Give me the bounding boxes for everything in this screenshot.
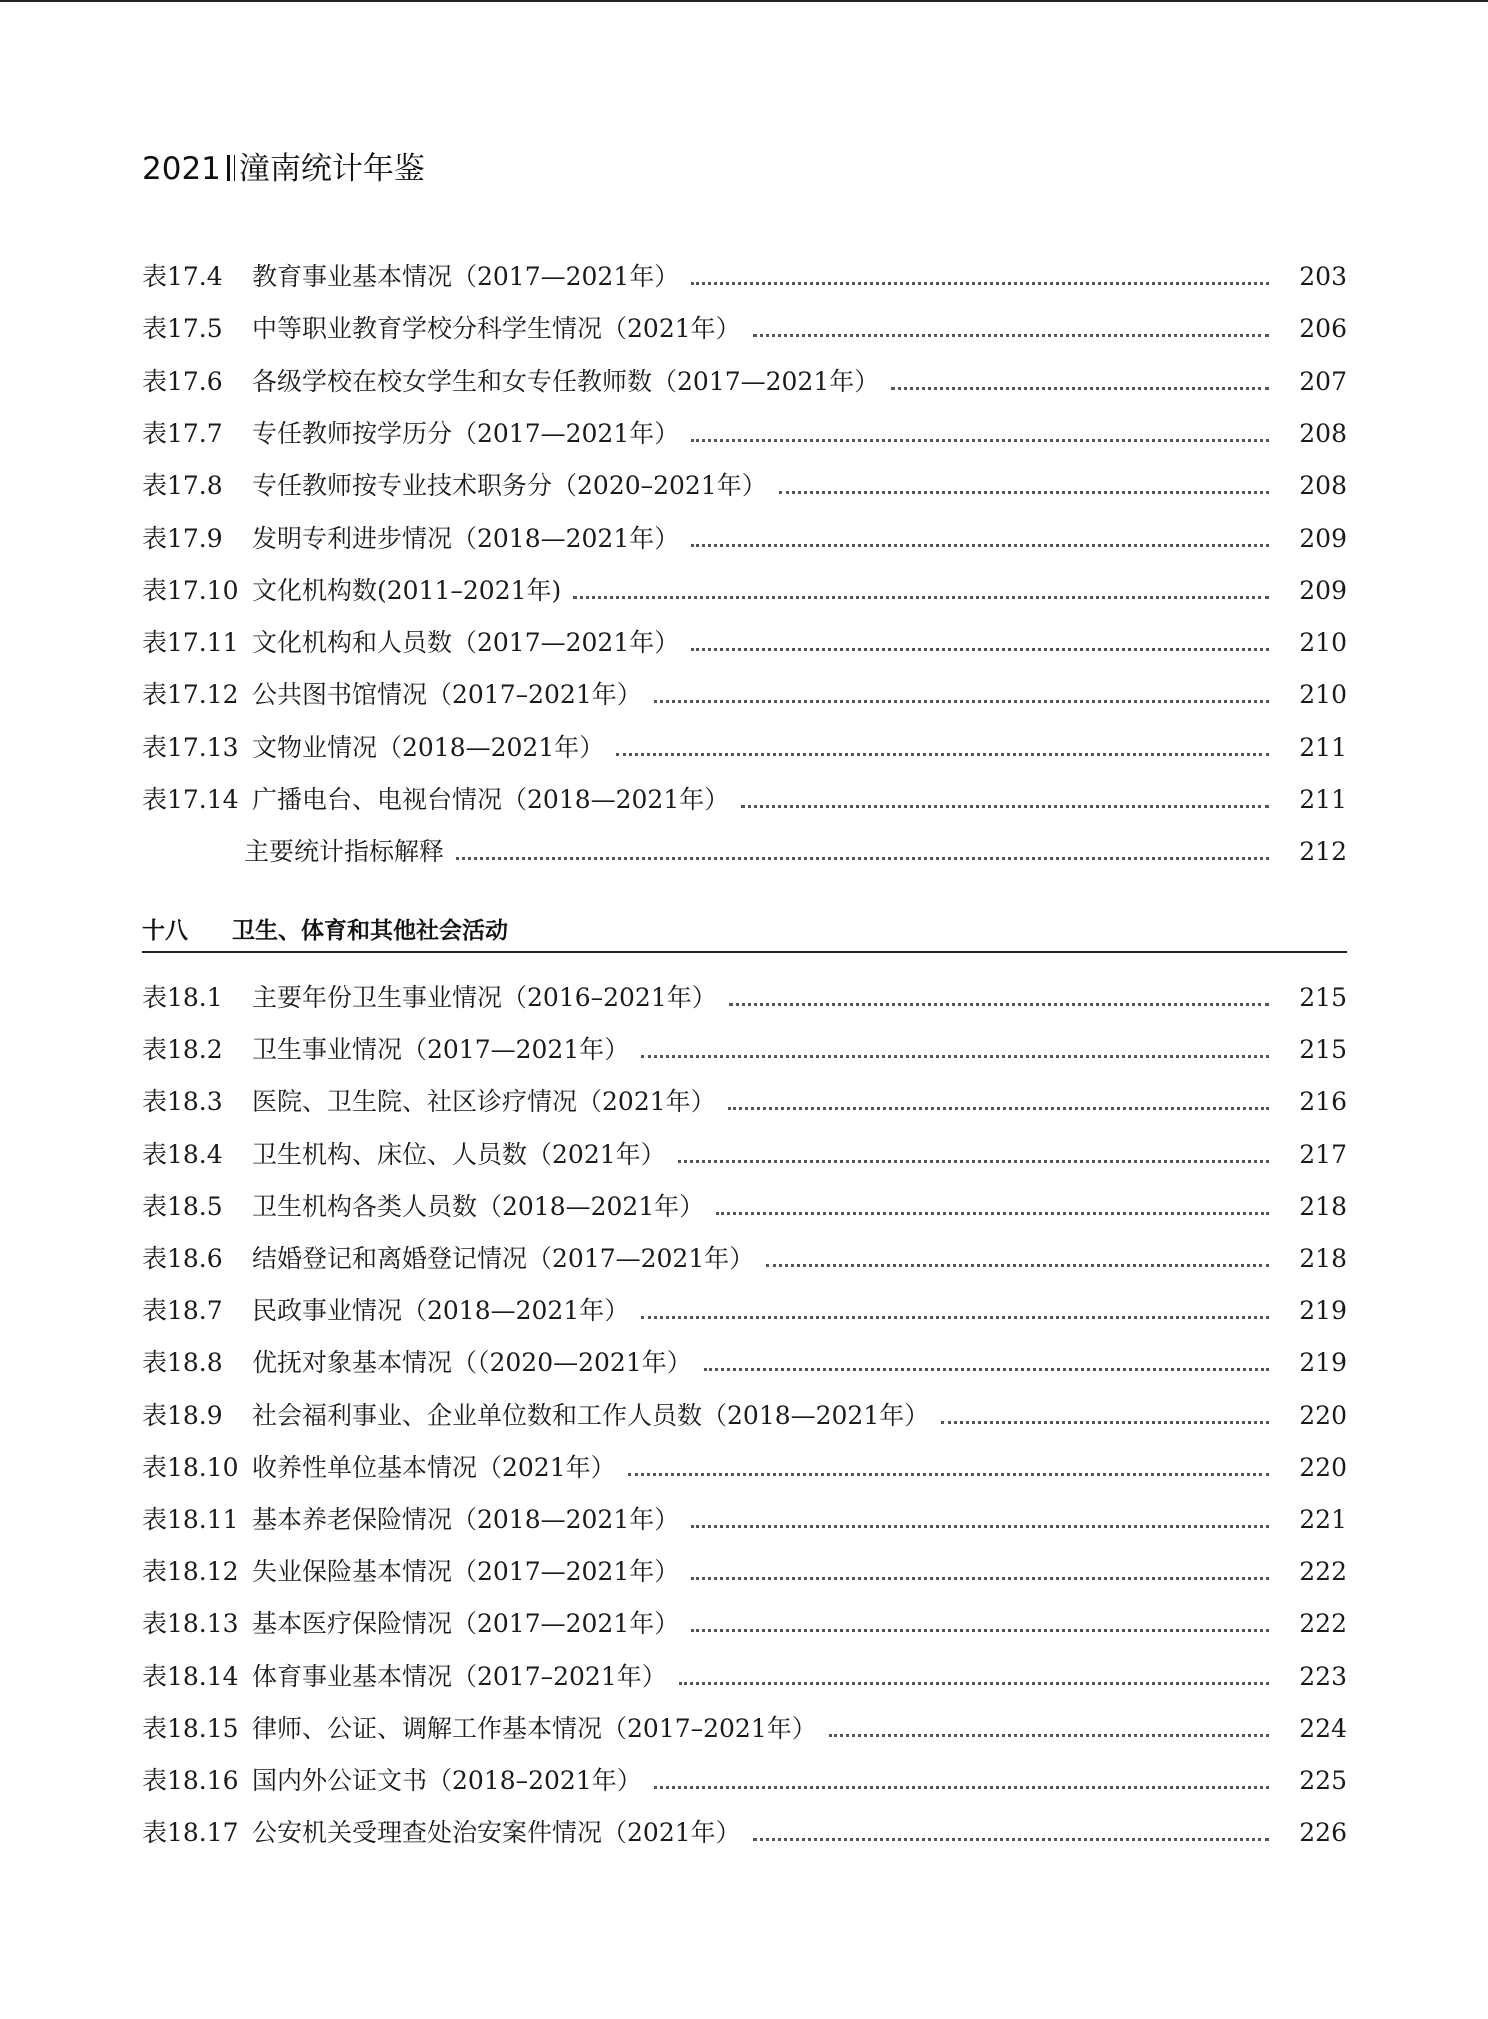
toc-entry[interactable] [142,1708,1347,1744]
toc-table-number: 表18.3 [142,1087,223,1117]
toc-page-number: 221 [1299,1505,1347,1534]
toc-entry[interactable] [142,831,1347,867]
toc-entry[interactable] [142,308,1347,344]
toc-table-number: 表18.2 [142,1035,223,1065]
toc-table-number: 表17.14 [142,785,239,814]
toc-page-number: 223 [1299,1661,1347,1691]
toc-page-number: 207 [1299,366,1347,396]
header-separator-thin [234,155,235,181]
toc-entry-title: 各级学校在校女学生和女专任教师数（2017—2021年） [252,366,880,396]
toc-table-number: 表18.6 [142,1244,223,1273]
toc-page-number: 215 [1299,983,1347,1012]
dot-leader [456,857,1269,860]
toc-table-number: 表18.7 [142,1296,223,1326]
toc-entry-title: 卫生机构、床位、人员数（2021年） [252,1139,666,1169]
toc-page-number: 224 [1299,1713,1347,1743]
toc-page-number: 211 [1299,732,1347,762]
dot-leader [691,1525,1269,1528]
toc-page-number: 226 [1299,1818,1347,1848]
dot-leader [628,1473,1269,1476]
toc-page-number: 212 [1299,837,1347,867]
dot-leader [691,439,1269,442]
toc-entry-title: 卫生机构各类人员数（2018—2021年） [252,1191,705,1221]
toc-entry[interactable] [142,1134,1347,1170]
header-year: 2021 [142,151,221,187]
toc-page-number: 209 [1299,575,1347,605]
toc-page-number: 206 [1299,314,1347,344]
dot-leader [829,1734,1269,1737]
dot-leader [654,1786,1269,1789]
toc-entry[interactable] [142,1081,1347,1117]
dot-leader [691,648,1269,651]
dot-leader [691,1629,1269,1632]
section-divider-line [142,951,1347,953]
toc-page-number: 208 [1299,471,1347,501]
toc-table-number: 表18.1 [142,983,223,1012]
toc-page-number: 222 [1299,1557,1347,1587]
toc-page-number: 219 [1299,1348,1347,1378]
toc-entry-title: 公安机关受理查处治安案件情况（2021年） [252,1818,741,1848]
toc-entry[interactable] [142,465,1347,501]
toc-entry[interactable] [142,727,1347,763]
toc-table-number: 表17.6 [142,366,223,396]
toc-entry[interactable] [142,1603,1347,1639]
toc-page-number: 208 [1299,418,1347,448]
toc-table-number: 表17.5 [142,314,223,344]
dot-leader [691,1577,1269,1580]
toc-entry-title: 主要年份卫生事业情况（2016–2021年） [252,983,717,1012]
dot-leader [779,491,1269,494]
toc-table-number: 表18.8 [142,1348,223,1378]
toc-table-number: 表18.10 [142,1452,239,1482]
toc-entry-title: 发明专利进步情况（2018—2021年） [252,523,680,553]
dot-leader [716,1212,1269,1215]
toc-table-number: 表18.5 [142,1191,223,1221]
toc-entry-title: 国内外公证文书（2018–2021年） [252,1766,642,1795]
toc-entry[interactable] [142,1656,1347,1692]
dot-leader [691,544,1269,547]
toc-page-number: 203 [1299,262,1347,291]
dot-leader [766,1264,1269,1267]
toc-entry[interactable] [142,1186,1347,1222]
toc-entry[interactable] [142,674,1347,710]
toc-entry-title: 专任教师按学历分（2017—2021年） [252,418,680,448]
toc-entry[interactable] [142,1290,1347,1326]
running-header [142,143,425,188]
toc-entry-title: 优抚对象基本情况（（2020—2021年） [252,1348,692,1378]
toc-entry[interactable] [142,1238,1347,1274]
toc-table-number: 表18.17 [142,1818,239,1848]
toc-entry[interactable] [142,1447,1347,1483]
toc-entry-title: 专任教师按专业技术职务分（2020–2021年） [252,471,767,501]
dot-leader [641,1055,1269,1058]
toc-page-number: 215 [1299,1035,1347,1065]
dot-leader [729,1003,1269,1006]
dot-leader [573,596,1269,599]
toc-table-number: 表18.15 [142,1713,239,1743]
toc-table-number: 表17.11 [142,628,239,658]
dot-leader [678,1160,1269,1163]
toc-table-number: 表17.9 [142,523,223,553]
toc-entry-title: 广播电台、电视台情况（2018—2021年） [252,785,730,814]
toc-entry[interactable] [142,1029,1347,1065]
toc-entry-title: 公共图书馆情况（2017–2021年） [252,680,642,710]
toc-table-number: 表17.10 [142,575,239,605]
dot-leader [891,387,1269,390]
toc-entry-title: 教育事业基本情况（2017—2021年） [252,262,680,291]
toc-entry-title: 文化机构和人员数（2017—2021年） [252,628,680,658]
toc-entry[interactable] [142,1760,1347,1796]
toc-table-number: 表18.12 [142,1557,239,1587]
header-book-title: 潼南统计年鉴 [238,151,425,187]
toc-page-number: 210 [1299,680,1347,710]
toc-entry[interactable] [142,977,1347,1013]
toc-entry-title: 律师、公证、调解工作基本情况（2017–2021年） [252,1713,817,1743]
toc-page-number: 218 [1299,1244,1347,1273]
toc-entry[interactable] [142,413,1347,449]
toc-entry[interactable] [142,1551,1347,1587]
toc-table-number: 表18.16 [142,1766,239,1795]
toc-entry-title: 收养性单位基本情况（2021年） [252,1452,616,1482]
dot-leader [679,1682,1269,1685]
toc-entry[interactable] [142,570,1347,606]
toc-entry-title: 社会福利事业、企业单位数和工作人员数（2018—2021年） [252,1400,930,1430]
toc-entry-title: 主要统计指标解释 [244,837,445,867]
dot-leader [691,282,1269,285]
toc-table-number: 表17.7 [142,418,223,448]
toc-table-number: 表18.14 [142,1661,239,1691]
toc-entry[interactable] [142,1812,1347,1848]
toc-page-number: 220 [1299,1452,1347,1482]
top-border-line [0,0,1488,2]
toc-table-number: 表18.4 [142,1139,223,1169]
toc-entry-title: 基本医疗保险情况（2017—2021年） [252,1609,680,1639]
toc-page-number: 210 [1299,628,1347,658]
toc-table-number: 表18.13 [142,1609,239,1639]
toc-entry[interactable] [142,779,1347,815]
toc-entry[interactable] [142,1395,1347,1431]
section-heading-18 [142,912,508,945]
toc-entry[interactable] [142,1499,1347,1535]
dot-leader [753,334,1269,337]
toc-page-number: 220 [1299,1400,1347,1430]
toc-page-number: 216 [1299,1087,1347,1117]
toc-entry-title: 体育事业基本情况（2017–2021年） [252,1661,667,1691]
toc-entry-title: 结婚登记和离婚登记情况（2017—2021年） [252,1244,755,1273]
toc-table-number: 表18.9 [142,1400,223,1430]
toc-entry-title: 基本养老保险情况（2018—2021年） [252,1505,680,1534]
toc-table-number: 表17.13 [142,732,239,762]
toc-page-number: 209 [1299,523,1347,553]
toc-page-number: 219 [1299,1296,1347,1326]
toc-table-number: 表17.12 [142,680,239,710]
dot-leader [704,1368,1269,1371]
toc-entry-title: 卫生事业情况（2017—2021年） [252,1035,630,1065]
toc-table-number: 表17.8 [142,471,223,501]
section-title: 卫生、体育和其他社会活动 [232,918,508,944]
toc-table-number: 表18.11 [142,1505,239,1534]
toc-table-number: 表17.4 [142,262,223,291]
dot-leader [941,1421,1269,1424]
dot-leader [741,805,1269,808]
toc-entry-title: 医院、卫生院、社区诊疗情况（2021年） [252,1087,716,1117]
toc-page-number: 218 [1299,1191,1347,1221]
toc-entry-title: 失业保险基本情况（2017—2021年） [252,1557,680,1587]
toc-page-number: 211 [1299,785,1347,814]
toc-page-number: 217 [1299,1139,1347,1169]
toc-entry[interactable] [142,1342,1347,1378]
dot-leader [753,1838,1269,1841]
toc-entry-title: 文物业情况（2018—2021年） [252,732,605,762]
toc-entry[interactable] [142,622,1347,658]
dot-leader [654,700,1269,703]
section-number: 十八 [142,918,188,944]
header-separator-thick [227,155,230,181]
dot-leader [728,1107,1269,1110]
dot-leader [641,1316,1269,1319]
toc-page-number: 222 [1299,1609,1347,1639]
toc-entry-title: 文化机构数(2011–2021年) [252,575,562,605]
toc-entry[interactable] [142,361,1347,397]
toc-entry[interactable] [142,256,1347,292]
toc-entry-title: 中等职业教育学校分科学生情况（2021年） [252,314,741,344]
toc-entry-title: 民政事业情况（2018—2021年） [252,1296,630,1326]
toc-entry[interactable] [142,518,1347,554]
toc-page-number: 225 [1299,1766,1347,1795]
dot-leader [616,753,1269,756]
